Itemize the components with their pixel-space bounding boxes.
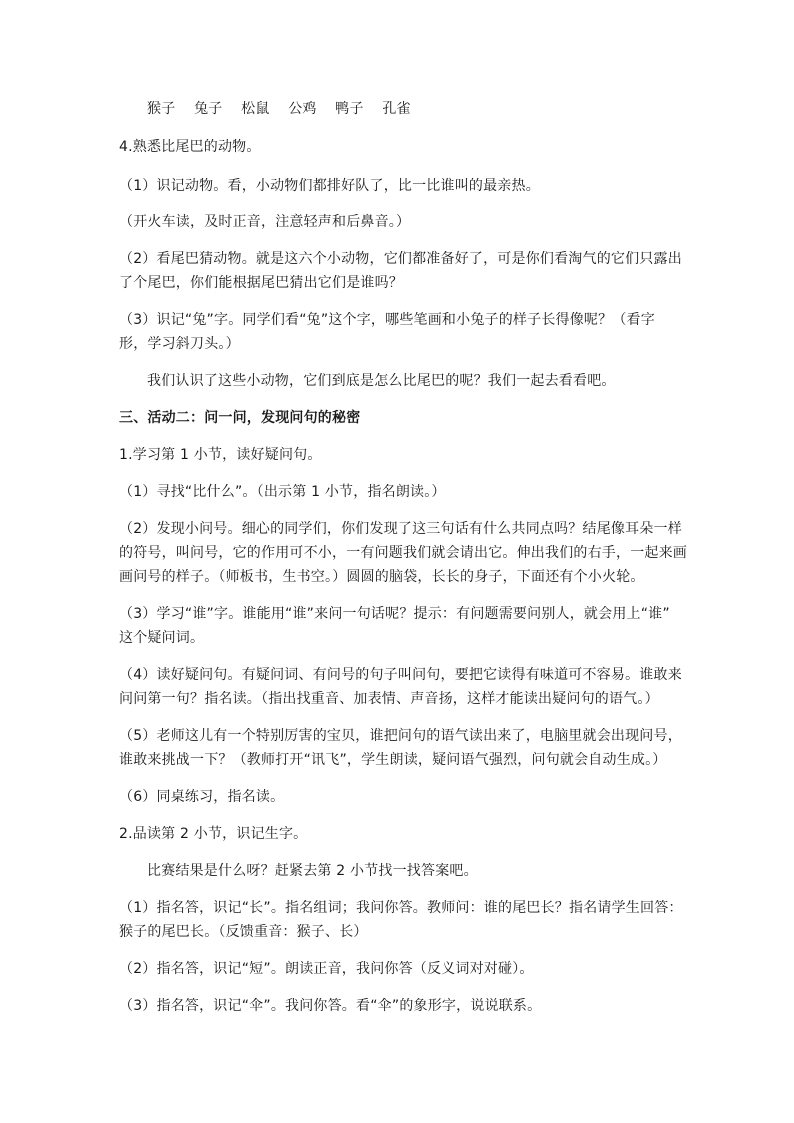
paragraph-line: （2）指名答，识记“短”。朗读正音，我问你答（反义词对对碰）。 — [119, 961, 534, 977]
paragraph-line: （1）识记动物。看，小动物们都排好队了，比一比谁叫的最亲热。 — [119, 178, 540, 194]
section-heading: 1.学习第 1 小节，读好疑问句。 — [119, 447, 322, 463]
section-title: 三、活动二：问一问，发现问句的秘密 — [119, 410, 361, 426]
paragraph-line: 我们认识了这些小动物，它们到底是怎么比尾巴的呢？我们一起去看看吧。 — [147, 373, 616, 389]
paragraph-line: 问问第一句？指名读。（指出找重音、加表情、声音扬，这样才能读出疑问句的语气。） — [119, 691, 659, 707]
paragraph-line: 的符号，叫问号，它的作用可不小，一有问题我们就会请出它。伸出我们的右手，一起来画 — [119, 545, 687, 561]
paragraph-line: （6）同桌练习，指名读。 — [119, 789, 285, 805]
paragraph-line: （3）学习“谁”字。谁能用“谁”来问一句话呢？提示：有问题需要问别人，就会用上“谁” — [119, 606, 670, 622]
paragraph-line: （2）看尾巴猜动物。就是这六个小动物，它们都准备好了，可是你们看淘气的它们只露出 — [119, 251, 682, 267]
animal-word: 公鸡 — [288, 101, 317, 117]
paragraph-line: 形，学习斜刀头。） — [119, 336, 240, 352]
section-heading: 4.熟悉比尾巴的动物。 — [119, 139, 261, 155]
animal-word: 孔雀 — [382, 101, 411, 117]
paragraph-line: （4）读好疑问句。有疑问词、有问号的句子叫问句，要把它读得有味道可不容易。谁敢来 — [119, 667, 682, 683]
paragraph-line: 比赛结果是什么呀？赶紧去第 2 小节找一找答案吧。 — [147, 863, 478, 879]
paragraph-line: （3）指名答，识记“伞”。我问你答。看“伞”的象形字，说说联系。 — [119, 998, 542, 1014]
paragraph-line: 了个尾巴，你们能根据尾巴猜出它们是谁吗？ — [119, 275, 403, 291]
paragraph-line: 猴子的尾巴长。（反馈重音：猴子、长） — [119, 924, 368, 940]
paragraph-line: 谁敢来挑战一下？（教师打开“讯飞”，学生朗读，疑问语气强烈，问句就会自动生成。） — [119, 752, 667, 768]
paragraph-line: 这个疑问词。 — [119, 630, 205, 646]
paragraph-line: 画问号的样子。（师板书，生书空。）圆圆的脑袋，长长的身子，下面还有个小火轮。 — [119, 569, 645, 585]
animal-word: 鸭子 — [335, 101, 364, 117]
paragraph-line: （2）发现小问号。细心的同学们，你们发现了这三句话有什么共同点吗？结尾像耳朵一样 — [119, 521, 682, 537]
animal-list — [147, 101, 425, 117]
paragraph-line: （1）寻找“比什么”。（出示第 1 小节，指名朗读。） — [119, 484, 446, 500]
paragraph-line: （3）识记“兔”字。同学们看“兔”这个字，哪些笔画和小兔子的样子长得像呢？（看字 — [119, 312, 655, 328]
paragraph-line: （5）老师这儿有一个特别厉害的宝贝，谁把问句的语气读出来了，电脑里就会出现问号， — [119, 728, 682, 744]
paragraph-line: （开火车读，及时正音，注意轻声和后鼻音。） — [119, 214, 411, 230]
animal-word: 猴子 — [147, 101, 176, 117]
paragraph-line: （1）指名答，识记“长”。指名组词；我问你答。教师问：谁的尾巴长？指名请学生回答： — [119, 900, 683, 916]
section-heading: 2.品读第 2 小节，识记生字。 — [119, 826, 308, 842]
animal-word: 松鼠 — [241, 101, 270, 117]
animal-word: 兔子 — [194, 101, 223, 117]
